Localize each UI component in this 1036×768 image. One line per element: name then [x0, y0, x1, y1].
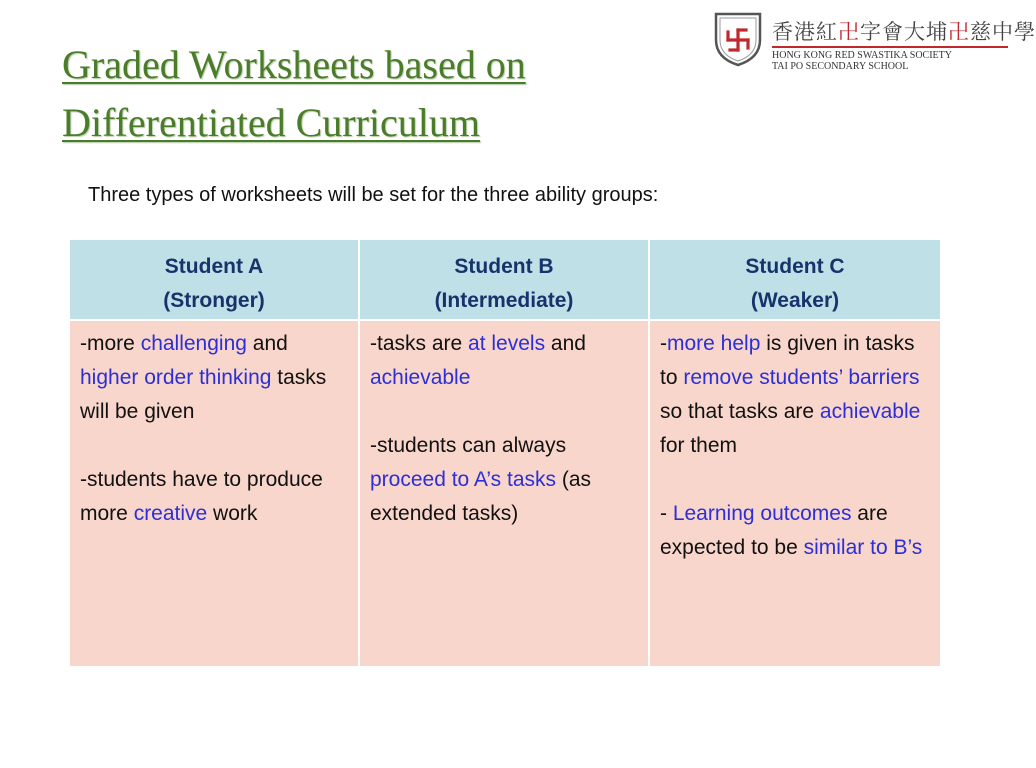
- student-b-point-2: -students can always proceed to A’s tasks (as extended tasks): [370, 434, 592, 525]
- school-name-english-line-2: TAI PO SECONDARY SCHOOL: [772, 61, 909, 72]
- logo-divider: [772, 46, 1008, 48]
- ability-groups-table: [68, 238, 942, 668]
- title-line-2: Differentiated Curriculum: [62, 100, 481, 145]
- cell-student-b: [359, 320, 649, 667]
- cell-student-a: [69, 320, 359, 667]
- school-seal-icon: [712, 10, 764, 68]
- school-name-chinese: 香港紅卍字會大埔卍慈中學: [772, 20, 1036, 44]
- student-a-point-2: -students have to produce more creative work: [80, 468, 323, 525]
- column-header-student-c: Student C (Weaker): [649, 239, 941, 320]
- column-header-student-a: Student A (Stronger): [69, 239, 359, 320]
- slide-title: [62, 36, 712, 152]
- table-header-row: [69, 239, 941, 320]
- student-c-point-2: - Learning outcomes are expected to be similar to B’s: [660, 502, 923, 559]
- student-b-point-1: -tasks are at levels and achievable: [370, 332, 586, 389]
- cell-student-c: [649, 320, 941, 667]
- title-line-1: Graded Worksheets based on: [62, 42, 526, 87]
- table-row: [69, 320, 941, 667]
- student-c-point-1: -more help is given in tasks to remove students’ barriers so that tasks are achievable for them: [660, 332, 921, 457]
- column-header-student-b: Student B (Intermediate): [359, 239, 649, 320]
- school-logo: [712, 10, 1036, 72]
- intro-text: Three types of worksheets will be set for the three ability groups:: [88, 184, 659, 206]
- student-a-point-1: -more challenging and higher order thinking tasks will be given: [80, 332, 327, 423]
- school-name-english-line-1: HONG KONG RED SWASTIKA SOCIETY: [772, 50, 952, 61]
